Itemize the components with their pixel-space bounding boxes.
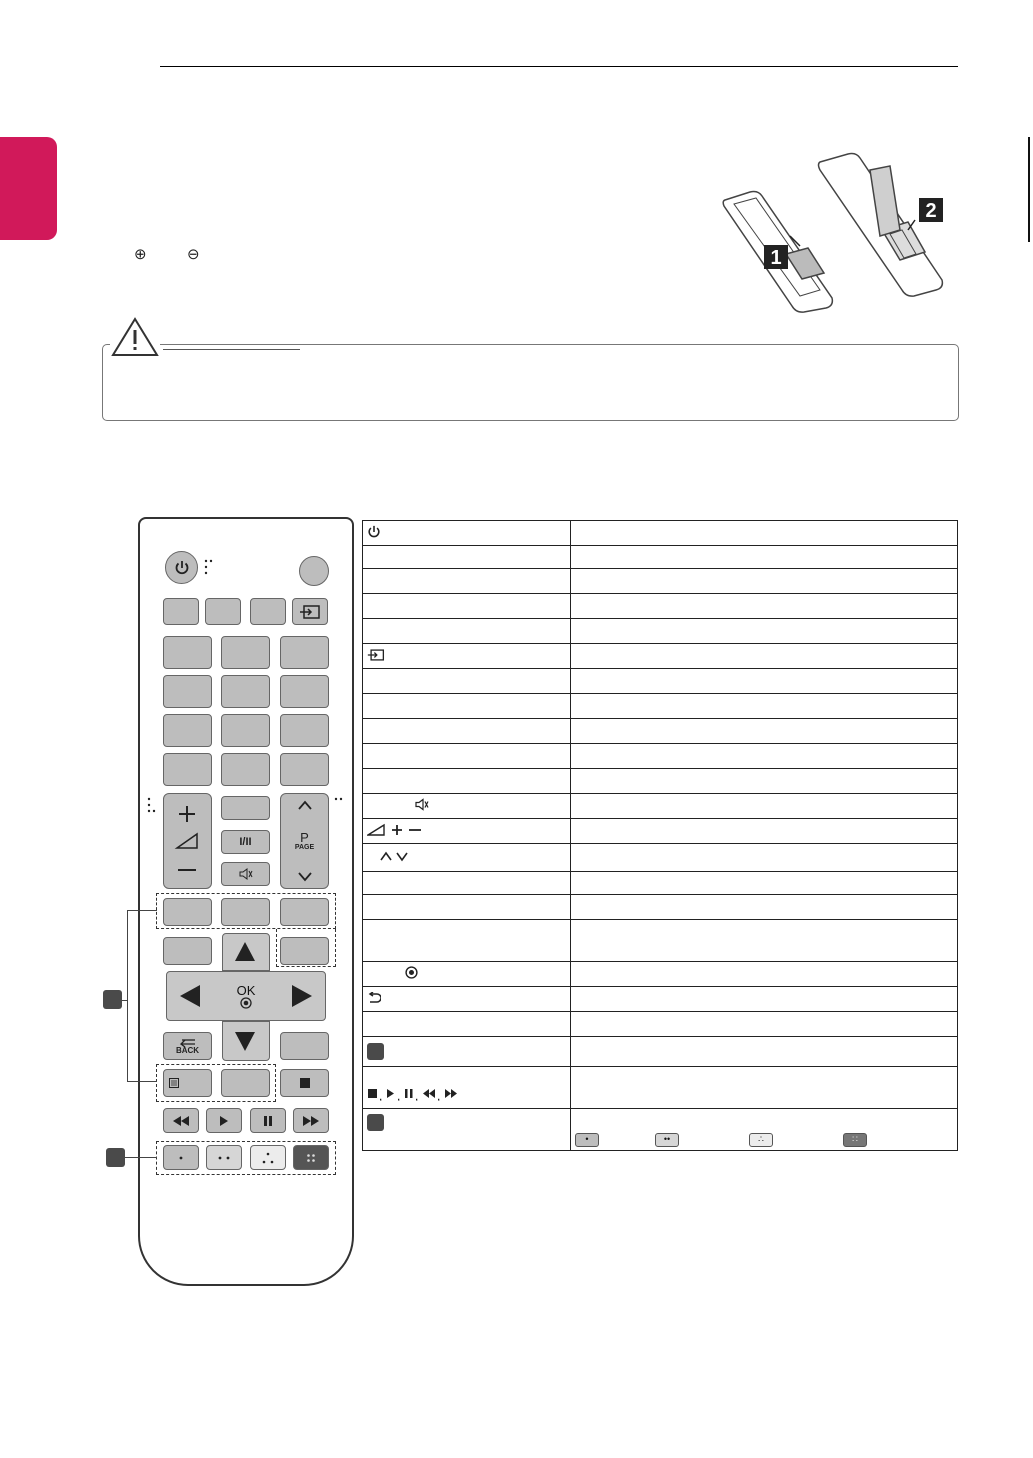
rewind-icon (172, 1116, 190, 1126)
dual-audio-label: I/II (239, 836, 252, 848)
table-row (363, 920, 958, 962)
pause-icon (263, 1116, 273, 1126)
button-cell (363, 1012, 571, 1037)
description-cell (571, 844, 958, 872)
tv-button[interactable] (299, 556, 329, 586)
function-group-outline (156, 893, 336, 929)
power-button[interactable] (165, 551, 198, 584)
table-row (363, 872, 958, 895)
caution-icon-bg (110, 316, 160, 358)
callout-line (127, 1081, 157, 1082)
button-cell (363, 962, 571, 987)
number-button[interactable] (280, 636, 329, 669)
battery-install-illustration (720, 140, 955, 315)
triangle-up-icon (223, 934, 268, 969)
description-cell (571, 895, 958, 920)
three-dots-button-icon: ∴ (749, 1133, 773, 1147)
table-row (363, 644, 958, 669)
back-label: BACK (175, 1045, 200, 1055)
input-icon (299, 605, 321, 619)
callout-line (125, 1157, 157, 1158)
svg-text:,: , (379, 1089, 383, 1101)
svg-text:,: , (437, 1089, 441, 1101)
triangle-down-icon (223, 1022, 268, 1059)
number-button[interactable] (280, 675, 329, 708)
button-cell (363, 769, 571, 794)
button-cell (363, 719, 571, 744)
exit-button[interactable] (280, 1032, 329, 1060)
stop-button[interactable] (280, 1069, 329, 1097)
arrow-up-button[interactable] (222, 933, 270, 971)
button-cell (363, 694, 571, 719)
arrow-right-button[interactable] (274, 973, 324, 1019)
left-upper-button[interactable] (163, 937, 212, 965)
number-button[interactable] (280, 714, 329, 747)
input-icon (367, 649, 385, 661)
callout-box-a-icon (367, 1043, 384, 1060)
table-row (363, 669, 958, 694)
page-rocker[interactable] (280, 793, 329, 889)
svg-text:,: , (415, 1089, 419, 1101)
remote-back-2 (819, 154, 943, 297)
volume-plus-minus-icon (367, 823, 423, 837)
button-cell (363, 744, 571, 769)
back-arrow-icon (367, 992, 381, 1004)
button-cell (363, 546, 571, 569)
volume-rocker[interactable] (163, 793, 212, 889)
edge-mark (1028, 137, 1030, 242)
dots-icon (146, 797, 156, 813)
table-row (363, 569, 958, 594)
chevron-up-down-icon (379, 850, 409, 862)
table-row (363, 844, 958, 872)
svg-text:,: , (397, 1089, 401, 1101)
number-button[interactable] (221, 636, 270, 669)
description-cell (571, 819, 958, 844)
teletext-group-outline (156, 1064, 276, 1102)
step-number-1: 1 (770, 247, 782, 269)
volume-icon (165, 794, 210, 886)
description-cell (571, 744, 958, 769)
number-button[interactable] (221, 714, 270, 747)
minus-polarity-icon: ⊖ (187, 246, 200, 263)
table-row (363, 546, 958, 569)
description-cell (571, 546, 958, 569)
arrow-left-button[interactable] (168, 973, 218, 1019)
button-cell (363, 844, 571, 872)
fast-forward-button[interactable] (293, 1108, 329, 1133)
button-cell (363, 569, 571, 594)
caution-heading-line (163, 349, 300, 350)
small-button-2[interactable] (205, 598, 241, 625)
description-cell (571, 1037, 958, 1067)
button-cell (363, 594, 571, 619)
small-button-3[interactable] (250, 598, 286, 625)
description-cell (571, 1109, 958, 1151)
button-cell (363, 987, 571, 1012)
pause-button[interactable] (250, 1108, 286, 1133)
ok-icon (405, 966, 418, 979)
chevron-up-icon (297, 800, 313, 810)
button-cell (363, 521, 571, 546)
callout-box-b-icon (367, 1114, 384, 1131)
table-row (363, 1067, 958, 1109)
description-cell (571, 769, 958, 794)
small-button-1[interactable] (163, 598, 199, 625)
button-cell (363, 819, 571, 844)
table-row (363, 719, 958, 744)
stop-icon (300, 1078, 310, 1088)
rewind-button[interactable] (163, 1108, 199, 1133)
mute-icon (415, 798, 429, 811)
ok-icon (240, 997, 252, 1009)
description-cell (571, 962, 958, 987)
mute-button[interactable] (221, 862, 270, 886)
number-button[interactable] (221, 753, 270, 786)
table-row (363, 619, 958, 644)
arrow-down-button[interactable] (222, 1021, 270, 1061)
table-row (363, 962, 958, 987)
fast-forward-icon (302, 1116, 320, 1126)
number-button[interactable] (280, 753, 329, 786)
description-cell (571, 694, 958, 719)
dual-audio-button[interactable] (221, 830, 270, 854)
page-p-label: P (300, 830, 309, 845)
mute-icon (239, 868, 253, 880)
button-cell (363, 895, 571, 920)
triangle-right-icon (274, 973, 324, 1019)
four-dots-button-icon: ∷ (843, 1133, 867, 1147)
description-cell (571, 619, 958, 644)
table-row (363, 1037, 958, 1067)
chevron-down-icon (297, 872, 313, 882)
description-cell (571, 521, 958, 546)
table-row (363, 794, 958, 819)
table-row (363, 769, 958, 794)
play-button[interactable] (206, 1108, 242, 1133)
table-row (363, 987, 958, 1012)
caution-icon (110, 316, 160, 358)
number-button[interactable] (163, 753, 212, 786)
triangle-left-icon (168, 973, 218, 1019)
description-cell (571, 719, 958, 744)
description-cell (571, 569, 958, 594)
power-icon (367, 525, 381, 539)
play-icon (219, 1116, 229, 1126)
button-cell (363, 669, 571, 694)
description-cell (571, 920, 958, 962)
plus-polarity-icon: ⊕ (134, 246, 147, 263)
description-cell (571, 1067, 958, 1109)
two-dots-button-icon: •• (655, 1133, 679, 1147)
table-row (363, 895, 958, 920)
description-cell (571, 872, 958, 895)
dots-icon (203, 558, 213, 576)
button-cell (363, 794, 571, 819)
right-group-outline (276, 929, 336, 967)
button-cell (363, 619, 571, 644)
callout-line (127, 910, 157, 911)
ok-label: OK (236, 982, 256, 998)
button-cell (363, 1067, 571, 1109)
button-cell (363, 920, 571, 962)
description-cell (571, 594, 958, 619)
description-cell (571, 669, 958, 694)
description-cell (571, 644, 958, 669)
description-cell (571, 987, 958, 1012)
header-rule (160, 66, 958, 67)
center-button[interactable] (221, 796, 270, 820)
table-row (363, 694, 958, 719)
table-row (363, 819, 958, 844)
table-row (363, 1109, 958, 1151)
callout-box-b (106, 1148, 125, 1167)
callout-line (127, 910, 128, 1082)
language-tab (0, 137, 57, 240)
input-button[interactable] (292, 598, 328, 625)
dots-icon (333, 797, 343, 807)
page-label: PAGE (294, 844, 315, 851)
button-cell (363, 1109, 571, 1151)
button-cell (363, 644, 571, 669)
step-number-2: 2 (925, 200, 937, 222)
number-button[interactable] (163, 636, 212, 669)
number-button[interactable] (163, 675, 212, 708)
callout-box-a (103, 990, 122, 1009)
table-row (363, 744, 958, 769)
button-cell (363, 872, 571, 895)
table-row (363, 1012, 958, 1037)
power-icon (174, 560, 190, 576)
ok-button[interactable] (222, 973, 270, 1019)
button-cell (363, 1037, 571, 1067)
number-button[interactable] (163, 714, 212, 747)
description-cell (571, 1012, 958, 1037)
description-cell (571, 794, 958, 819)
color-group-outline (156, 1141, 336, 1175)
one-dot-button-icon: • (575, 1133, 599, 1147)
table-row (363, 594, 958, 619)
function-table (362, 520, 958, 1151)
table-row (363, 521, 958, 546)
back-button[interactable] (163, 1032, 212, 1060)
number-button[interactable] (221, 675, 270, 708)
caution-box (102, 344, 959, 421)
playback-icons (367, 1087, 477, 1101)
